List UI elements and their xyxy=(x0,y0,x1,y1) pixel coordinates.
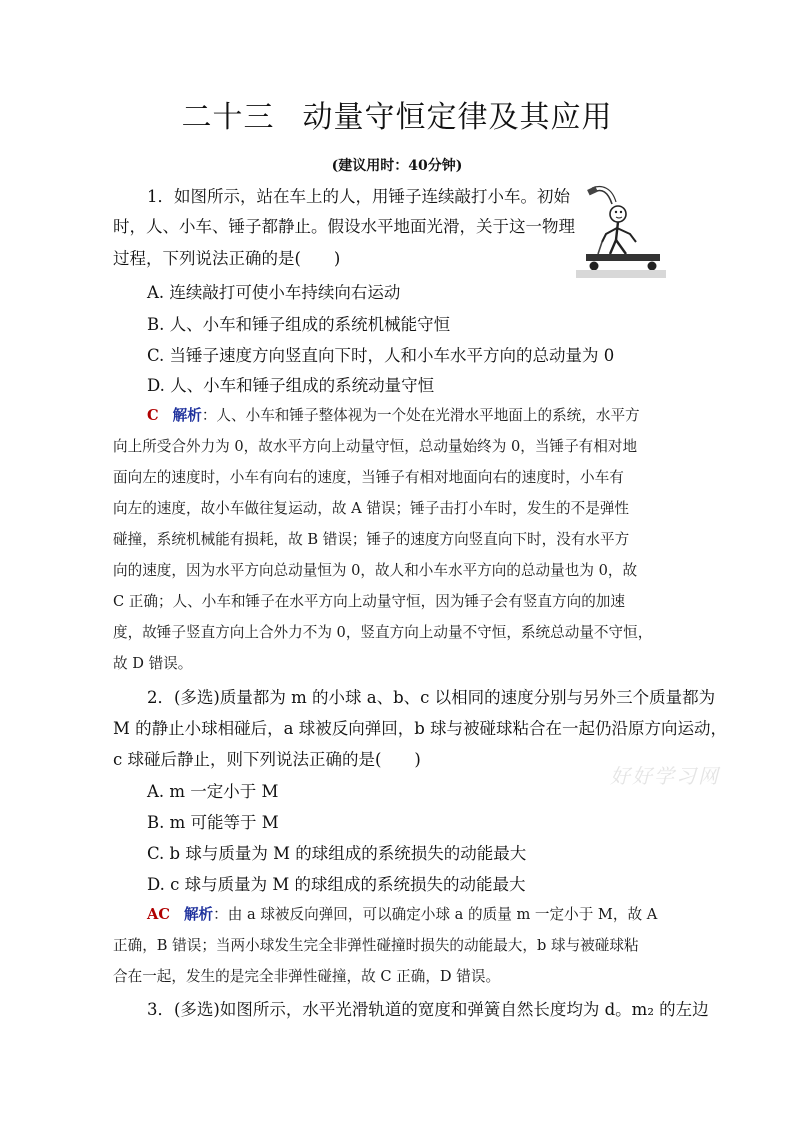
q2-answer-line-2: 正确，B 错误；当两小球发生完全非弹性碰撞时损失的动能最大，b 球与被碰球粘 xyxy=(113,937,639,954)
q1-line-3: 过程，下列说法正确的是( ) xyxy=(113,249,341,268)
q2-answer-line-1 xyxy=(147,903,657,924)
q2-answer-key: AC xyxy=(147,906,170,923)
q2-option-a: A. m 一定小于 M xyxy=(147,782,279,801)
q1-line-2: 时，人、小车、锤子都静止。假设水平地面光滑，关于这一物理 xyxy=(113,217,575,236)
q1-answer-line-6: 向的速度，因为水平方向总动量恒为 0，故人和小车水平方向的总动量也为 0，故 xyxy=(113,562,638,579)
q1-answer-key: C xyxy=(147,407,159,424)
q1-line-1: 1．如图所示，站在车上的人，用锤子连续敲打小车。初始 xyxy=(147,187,570,206)
page-title xyxy=(0,92,794,136)
q2-option-b: B. m 可能等于 M xyxy=(147,813,279,832)
q1-option-a: A. 连续敲打可使小车持续向右运动 xyxy=(147,283,401,302)
q1-answer-line-2: 向上所受合外力为 0，故水平方向上动量守恒，总动量始终为 0，当锤子有相对地 xyxy=(113,438,638,455)
q1-answer-text-1: ：人、小车和锤子整体视为一个处在光滑水平地面上的系统，水平方 xyxy=(201,407,640,424)
q2-answer-text-1: ：由 a 球被反向弹回，可以确定小球 a 的质量 m 一定小于 M，故 A xyxy=(213,906,658,923)
q2-line-3: c 球碰后静止，则下列说法正确的是( ) xyxy=(113,750,421,769)
q1-option-c: C. 当锤子速度方向竖直向下时，人和小车水平方向的总动量为 0 xyxy=(147,346,615,365)
suggested-time: (建议用时：40分钟) xyxy=(331,158,463,174)
q2-line-1: 2．(多选)质量都为 m 的小球 a、b、c 以相同的速度分别与另外三个质量都为 xyxy=(147,688,716,707)
title-topic: 动量守恒定律及其应用 xyxy=(302,100,613,135)
q1-answer-label: 解析 xyxy=(172,407,202,424)
q1-answer-line-3: 面向左的速度时，小车有向右的速度，当锤子有相对地面向右的速度时，小车有 xyxy=(113,469,624,486)
q2-line-2: M 的静止小球相碰后，a 球被反向弹回，b 球与被碰球粘合在一起仍沿原方向运动， xyxy=(113,719,728,738)
q1-answer-line-5: 碰撞，系统机械能有损耗，故 B 错误；锤子的速度方向竖直向下时，没有水平方 xyxy=(113,531,630,548)
q2-answer-line-3: 合在一起，发生的是完全非弹性碰撞，故 C 正确，D 错误。 xyxy=(113,968,501,985)
watermark: 好好学习网 xyxy=(610,764,720,788)
q1-answer-line-8: 度，故锤子竖直方向上合外力不为 0，竖直方向上动量不守恒，系统总动量不守恒， xyxy=(113,624,653,641)
q1-answer-line-4: 向左的速度，故小车做往复运动，故 A 错误；锤子击打小车时，发生的不是弹性 xyxy=(113,500,630,517)
q3-line-1: 3．(多选)如图所示，水平光滑轨道的宽度和弹簧自然长度均为 d。m₂ 的左边 xyxy=(147,1000,709,1019)
q1-answer-line-1 xyxy=(147,404,640,425)
q1-answer-line-7: C 正确；人、小车和锤子在水平方向上动量守恒，因为锤子会有竖直方向的加速 xyxy=(113,593,625,610)
q1-answer-line-9: 故 D 错误。 xyxy=(113,655,193,672)
person-hammering-cart-icon xyxy=(572,182,668,278)
title-number: 二十三 xyxy=(181,100,275,135)
q2-option-d: D. c 球与质量为 M 的球组成的系统损失的动能最大 xyxy=(147,875,526,894)
q2-option-c: C. b 球与质量为 M 的球组成的系统损失的动能最大 xyxy=(147,844,527,863)
q2-answer-label: 解析 xyxy=(183,906,214,923)
q1-option-b: B. 人、小车和锤子组成的系统机械能守恒 xyxy=(147,315,451,334)
q1-option-d: D. 人、小车和锤子组成的系统动量守恒 xyxy=(147,376,435,395)
